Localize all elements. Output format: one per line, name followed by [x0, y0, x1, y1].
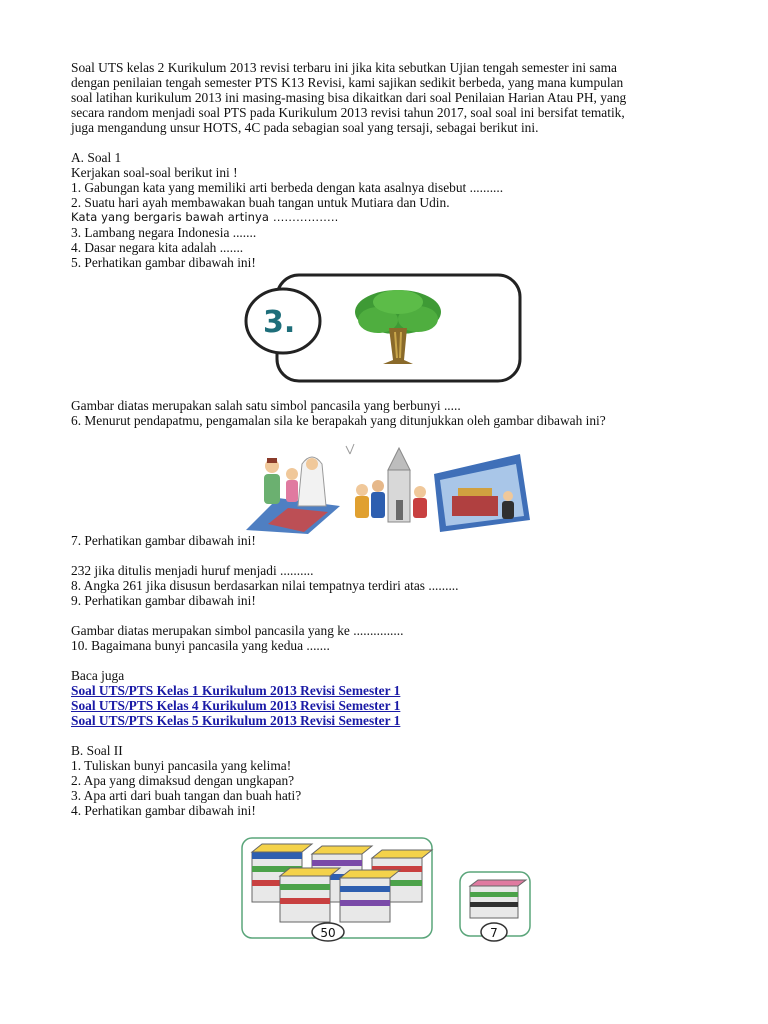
question-2-followup: Kata yang bergaris bawah artinya …………….. [71, 210, 339, 224]
document-body-3 [71, 533, 711, 818]
document-body [71, 60, 711, 270]
section-a-instruction: Kerjakan soal-soal berikut ini ! [71, 165, 238, 180]
books-count-small: 7 [490, 926, 498, 940]
temple-scene [434, 454, 530, 532]
intro-line: Soal UTS kelas 2 Kurikulum 2013 revisi terbaru ini jika kita sebutkan Ujian tengah semester ini sama [71, 60, 617, 75]
read-also-link-kelas-1[interactable]: Soal UTS/PTS Kelas 1 Kurikulum 2013 Revisi Semester 1 [71, 683, 401, 698]
question-1: 1. Gabungan kata yang memiliki arti berbeda dengan kata asalnya disebut .......... [71, 180, 504, 195]
question-2: 2. Suatu hari ayah membawakan buah tangan untuk Mutiara dan Udin. [71, 195, 450, 210]
intro-line: soal latihan kurikulum 2013 ini masing-masing bisa dikaitkan dari soal Penilaian Harian Atau PH, yang [71, 90, 627, 105]
question-9: 9. Perhatikan gambar dibawah ini! [71, 593, 256, 608]
books-count-large: 50 [320, 926, 336, 940]
question-7-followup: 232 jika ditulis menjadi huruf menjadi .......... [71, 563, 314, 578]
church-scene [346, 444, 427, 522]
book-stacks-figure [238, 826, 538, 946]
section-b-question-3: 3. Apa arti dari buah tangan dan buah hati? [71, 788, 302, 803]
question-8: 8. Angka 261 jika disusun berdasarkan nilai tempatnya terdiri atas ......... [71, 578, 459, 593]
question-9-followup: Gambar diatas merupakan simbol pancasila yang ke ............... [71, 623, 404, 638]
figure-1-question: Gambar diatas merupakan salah satu simbol pancasila yang berbunyi ..... [71, 398, 461, 413]
section-b-question-1: 1. Tuliskan bunyi pancasila yang kelima! [71, 758, 292, 773]
section-a-title: A. Soal 1 [71, 150, 122, 165]
section-b-question-4: 4. Perhatikan gambar dibawah ini! [71, 803, 256, 818]
section-b-question-2: 2. Apa yang dimaksud dengan ungkapan? [71, 773, 295, 788]
read-also-link-kelas-4[interactable]: Soal UTS/PTS Kelas 4 Kurikulum 2013 Revisi Semester 1 [71, 698, 401, 713]
document-body-2 [71, 398, 711, 428]
worship-scenes-figure [238, 440, 534, 536]
question-4: 4. Dasar negara kita adalah ....... [71, 240, 244, 255]
read-also-label: Baca juga [71, 668, 125, 683]
pancasila-tree-figure [243, 272, 523, 384]
question-7: 7. Perhatikan gambar dibawah ini! [71, 533, 256, 548]
figure-number: 3. [263, 305, 296, 340]
intro-line: juga mengandung unsur HOTS, 4C pada sebagian soal yang tersaji, sebagai berikut ini. [71, 120, 539, 135]
section-b-title: B. Soal II [71, 743, 123, 758]
question-5: 5. Perhatikan gambar dibawah ini! [71, 255, 256, 270]
small-book-stack-icon [470, 880, 526, 918]
intro-line: secara random menjadi soal PTS pada Kurikulum 2013 revisi tahun 2017, soal soal ini bersifat tematik, [71, 105, 625, 120]
question-6: 6. Menurut pendapatmu, pengamalan sila ke berapakah yang ditunjukkan oleh gambar dibawah ini? [71, 413, 606, 428]
intro-line: dengan penilaian tengah semester PTS K13 Revisi, kami sajikan sedikit berbeda, yang mana kumpulan [71, 75, 624, 90]
read-also-link-kelas-5[interactable]: Soal UTS/PTS Kelas 5 Kurikulum 2013 Revisi Semester 1 [71, 713, 401, 728]
praying-family-scene [246, 457, 340, 534]
question-3: 3. Lambang negara Indonesia ....... [71, 225, 257, 240]
question-10: 10. Bagaimana bunyi pancasila yang kedua ....... [71, 638, 330, 653]
